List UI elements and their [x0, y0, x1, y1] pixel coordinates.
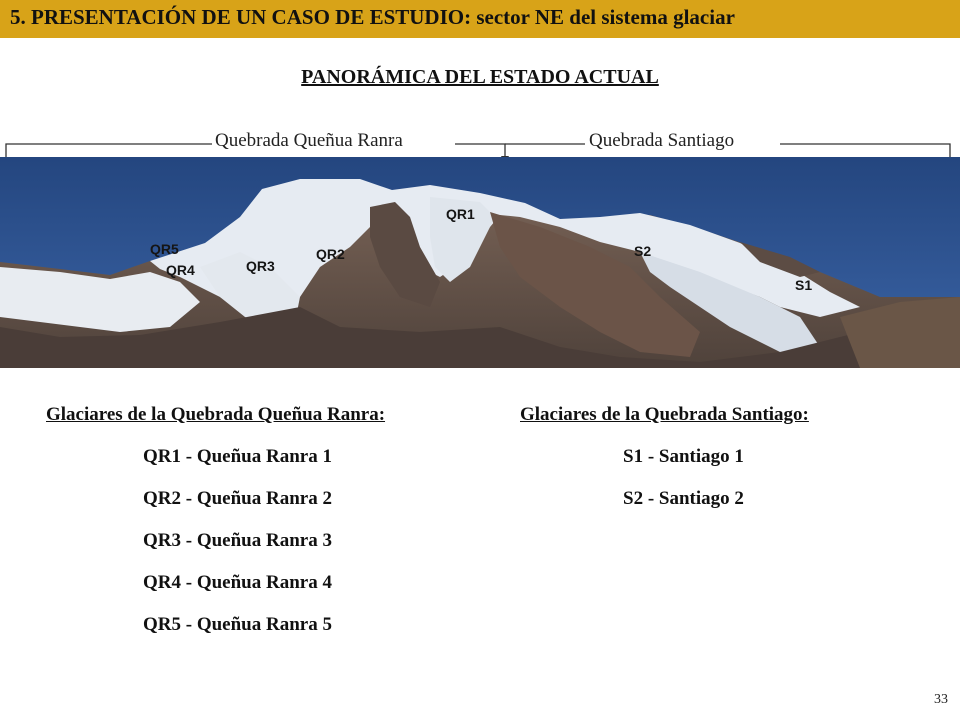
label-qr5: QR5: [150, 241, 179, 257]
list-item: S2 - Santiago 2: [623, 488, 744, 509]
list-item: S1 - Santiago 1: [623, 446, 744, 467]
slide-header: [0, 0, 960, 38]
list-item: QR3 - Queñua Ranra 3: [143, 530, 332, 551]
quebrada-queñua-ranra-label: Quebrada Queñua Ranra: [212, 130, 406, 152]
page-number: 33: [934, 692, 948, 707]
list-item: QR5 - Queñua Ranra 5: [143, 614, 332, 635]
list-item: QR2 - Queñua Ranra 2: [143, 488, 332, 509]
label-s1: S1: [795, 277, 813, 293]
santiago-glacier-list: [520, 404, 940, 524]
label-qr4: QR4: [166, 262, 195, 278]
queñua-ranra-list-heading: Glaciares de la Quebrada Queñua Ranra:: [46, 404, 386, 425]
santiago-list-heading: Glaciares de la Quebrada Santiago:: [520, 404, 809, 425]
list-item: QR4 - Queñua Ranra 4: [143, 572, 332, 593]
queñua-ranra-glacier-list: [46, 404, 486, 664]
section-subtitle: PANORÁMICA DEL ESTADO ACTUAL: [301, 66, 659, 88]
glacier-panorama: [0, 157, 960, 368]
list-item: QR1 - Queñua Ranra 1: [143, 446, 332, 467]
label-s2: S2: [634, 243, 652, 259]
label-qr2: QR2: [316, 246, 345, 262]
label-qr1: QR1: [446, 206, 475, 222]
label-qr3: QR3: [246, 258, 275, 274]
slide-title: 5. PRESENTACIÓN DE UN CASO DE ESTUDIO: sector NE del sistema glaciar: [10, 5, 735, 29]
quebrada-santiago-label: Quebrada Santiago: [586, 130, 737, 152]
